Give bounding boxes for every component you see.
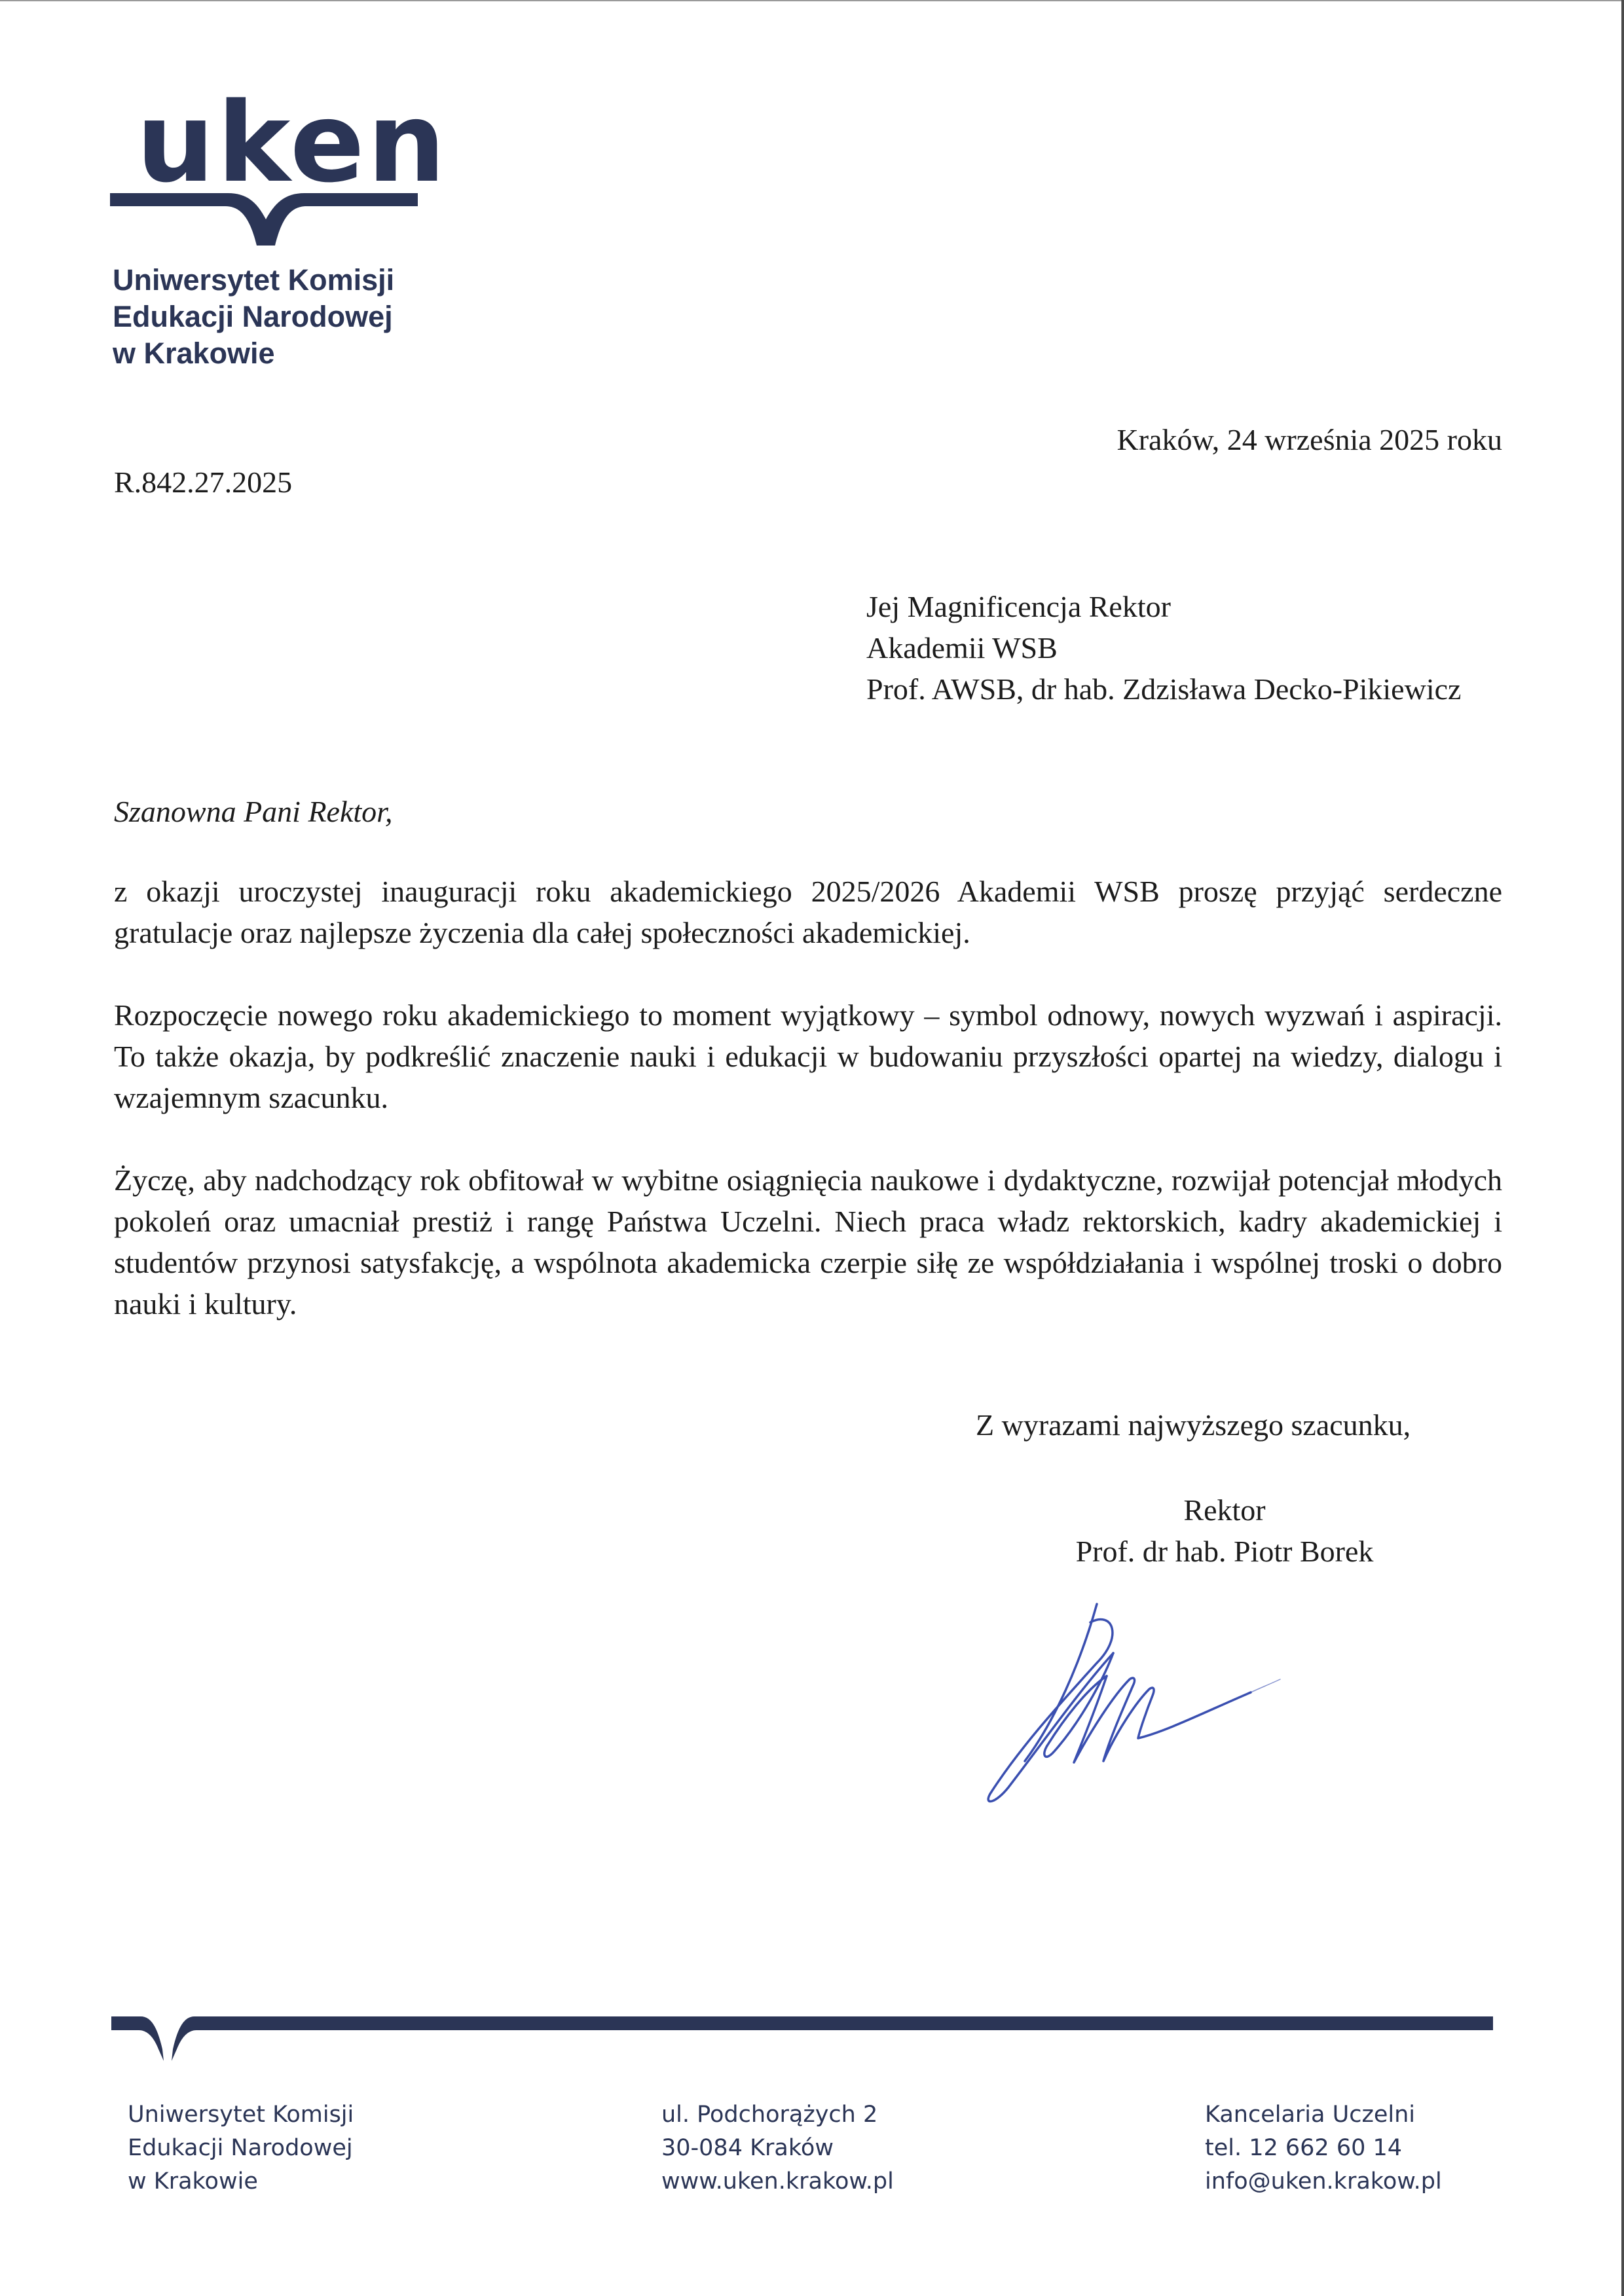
recipient-line: Akademii WSB <box>866 631 1058 665</box>
salutation: Szanowna Pani Rektor, <box>114 795 393 828</box>
scan-edge-top <box>0 0 1624 1</box>
footer-website-link[interactable]: www.uken.krakow.pl <box>661 2168 894 2195</box>
body-paragraph: Rozpoczęcie nowego roku akademickiego to moment wyjątkowy – symbol odnowy, nowych wyzwań i aspiracji. To także okazja, by podkreślić znaczenie nauki i edukacji w budowaniu przyszłości opartej na wiedzy, dialogu i wzajemnym szacunku. <box>114 998 1502 1114</box>
scan-edge-right <box>1621 0 1624 2296</box>
footer-line: Edukacji Narodowej <box>128 2135 353 2161</box>
footer-university <box>128 2098 354 2198</box>
open-book-icon <box>110 193 424 246</box>
footer-street: ul. Podchorążych 2 <box>661 2102 878 2128</box>
footer-office: Kancelaria Uczelni <box>1205 2102 1415 2128</box>
body-paragraph: z okazji uroczystej inauguracji roku akademickiego 2025/2026 Akademii WSB proszę przyjąć serdeczne gratulacje oraz najlepsze życzenia dla całej społeczności akademickiej. <box>114 875 1502 949</box>
logo-wordmark: uken <box>136 79 449 207</box>
footer-book-bar <box>111 2010 1493 2062</box>
body-paragraph: Życzę, aby nadchodzący rok obfitował w wybitne osiągnięcia naukowe i dydaktyczne, rozwijał potencjał młodych pokoleń oraz umacniał prestiż i rangę Państwa Uczelni. Niech praca władz rektorskich, kadry akademickiej i studentów przynosi satysfakcję, a wspólnota akademicka czerpie siłę ze współdziałania i wspólnej troski o dobro nauki i kultury. <box>114 1163 1502 1321</box>
footer-phone: tel. 12 662 60 14 <box>1205 2135 1403 2161</box>
university-name-line: Edukacji Narodowej <box>113 300 393 333</box>
recipient-block <box>866 586 1461 710</box>
footer-postcode: 30-084 Kraków <box>661 2135 834 2161</box>
footer-line: w Krakowie <box>128 2168 258 2195</box>
closing-phrase: Z wyrazami najwyższego szacunku, <box>976 1408 1411 1442</box>
recipient-line: Prof. AWSB, dr hab. Zdzisława Decko-Pikiewicz <box>866 672 1462 706</box>
university-name-line: w Krakowie <box>113 337 275 370</box>
signer-block <box>976 1489 1473 1572</box>
letter-date: Kraków, 24 września 2025 roku <box>1116 423 1502 456</box>
signer-title: Rektor <box>1183 1493 1266 1527</box>
footer-email-link[interactable]: info@uken.krakow.pl <box>1205 2168 1442 2195</box>
signer-name: Prof. dr hab. Piotr Borek <box>1075 1535 1374 1568</box>
footer-line: Uniwersytet Komisji <box>128 2102 354 2128</box>
uken-logo <box>110 79 449 262</box>
university-name-line: Uniwersytet Komisji <box>113 263 395 297</box>
handwritten-signature <box>982 1591 1388 1813</box>
letter-body <box>114 871 1502 1366</box>
reference-number: R.842.27.2025 <box>114 465 293 499</box>
footer-contact <box>1205 2098 1442 2198</box>
footer-address <box>661 2098 894 2198</box>
recipient-line: Jej Magnificencja Rektor <box>866 590 1171 623</box>
university-name <box>113 262 394 372</box>
